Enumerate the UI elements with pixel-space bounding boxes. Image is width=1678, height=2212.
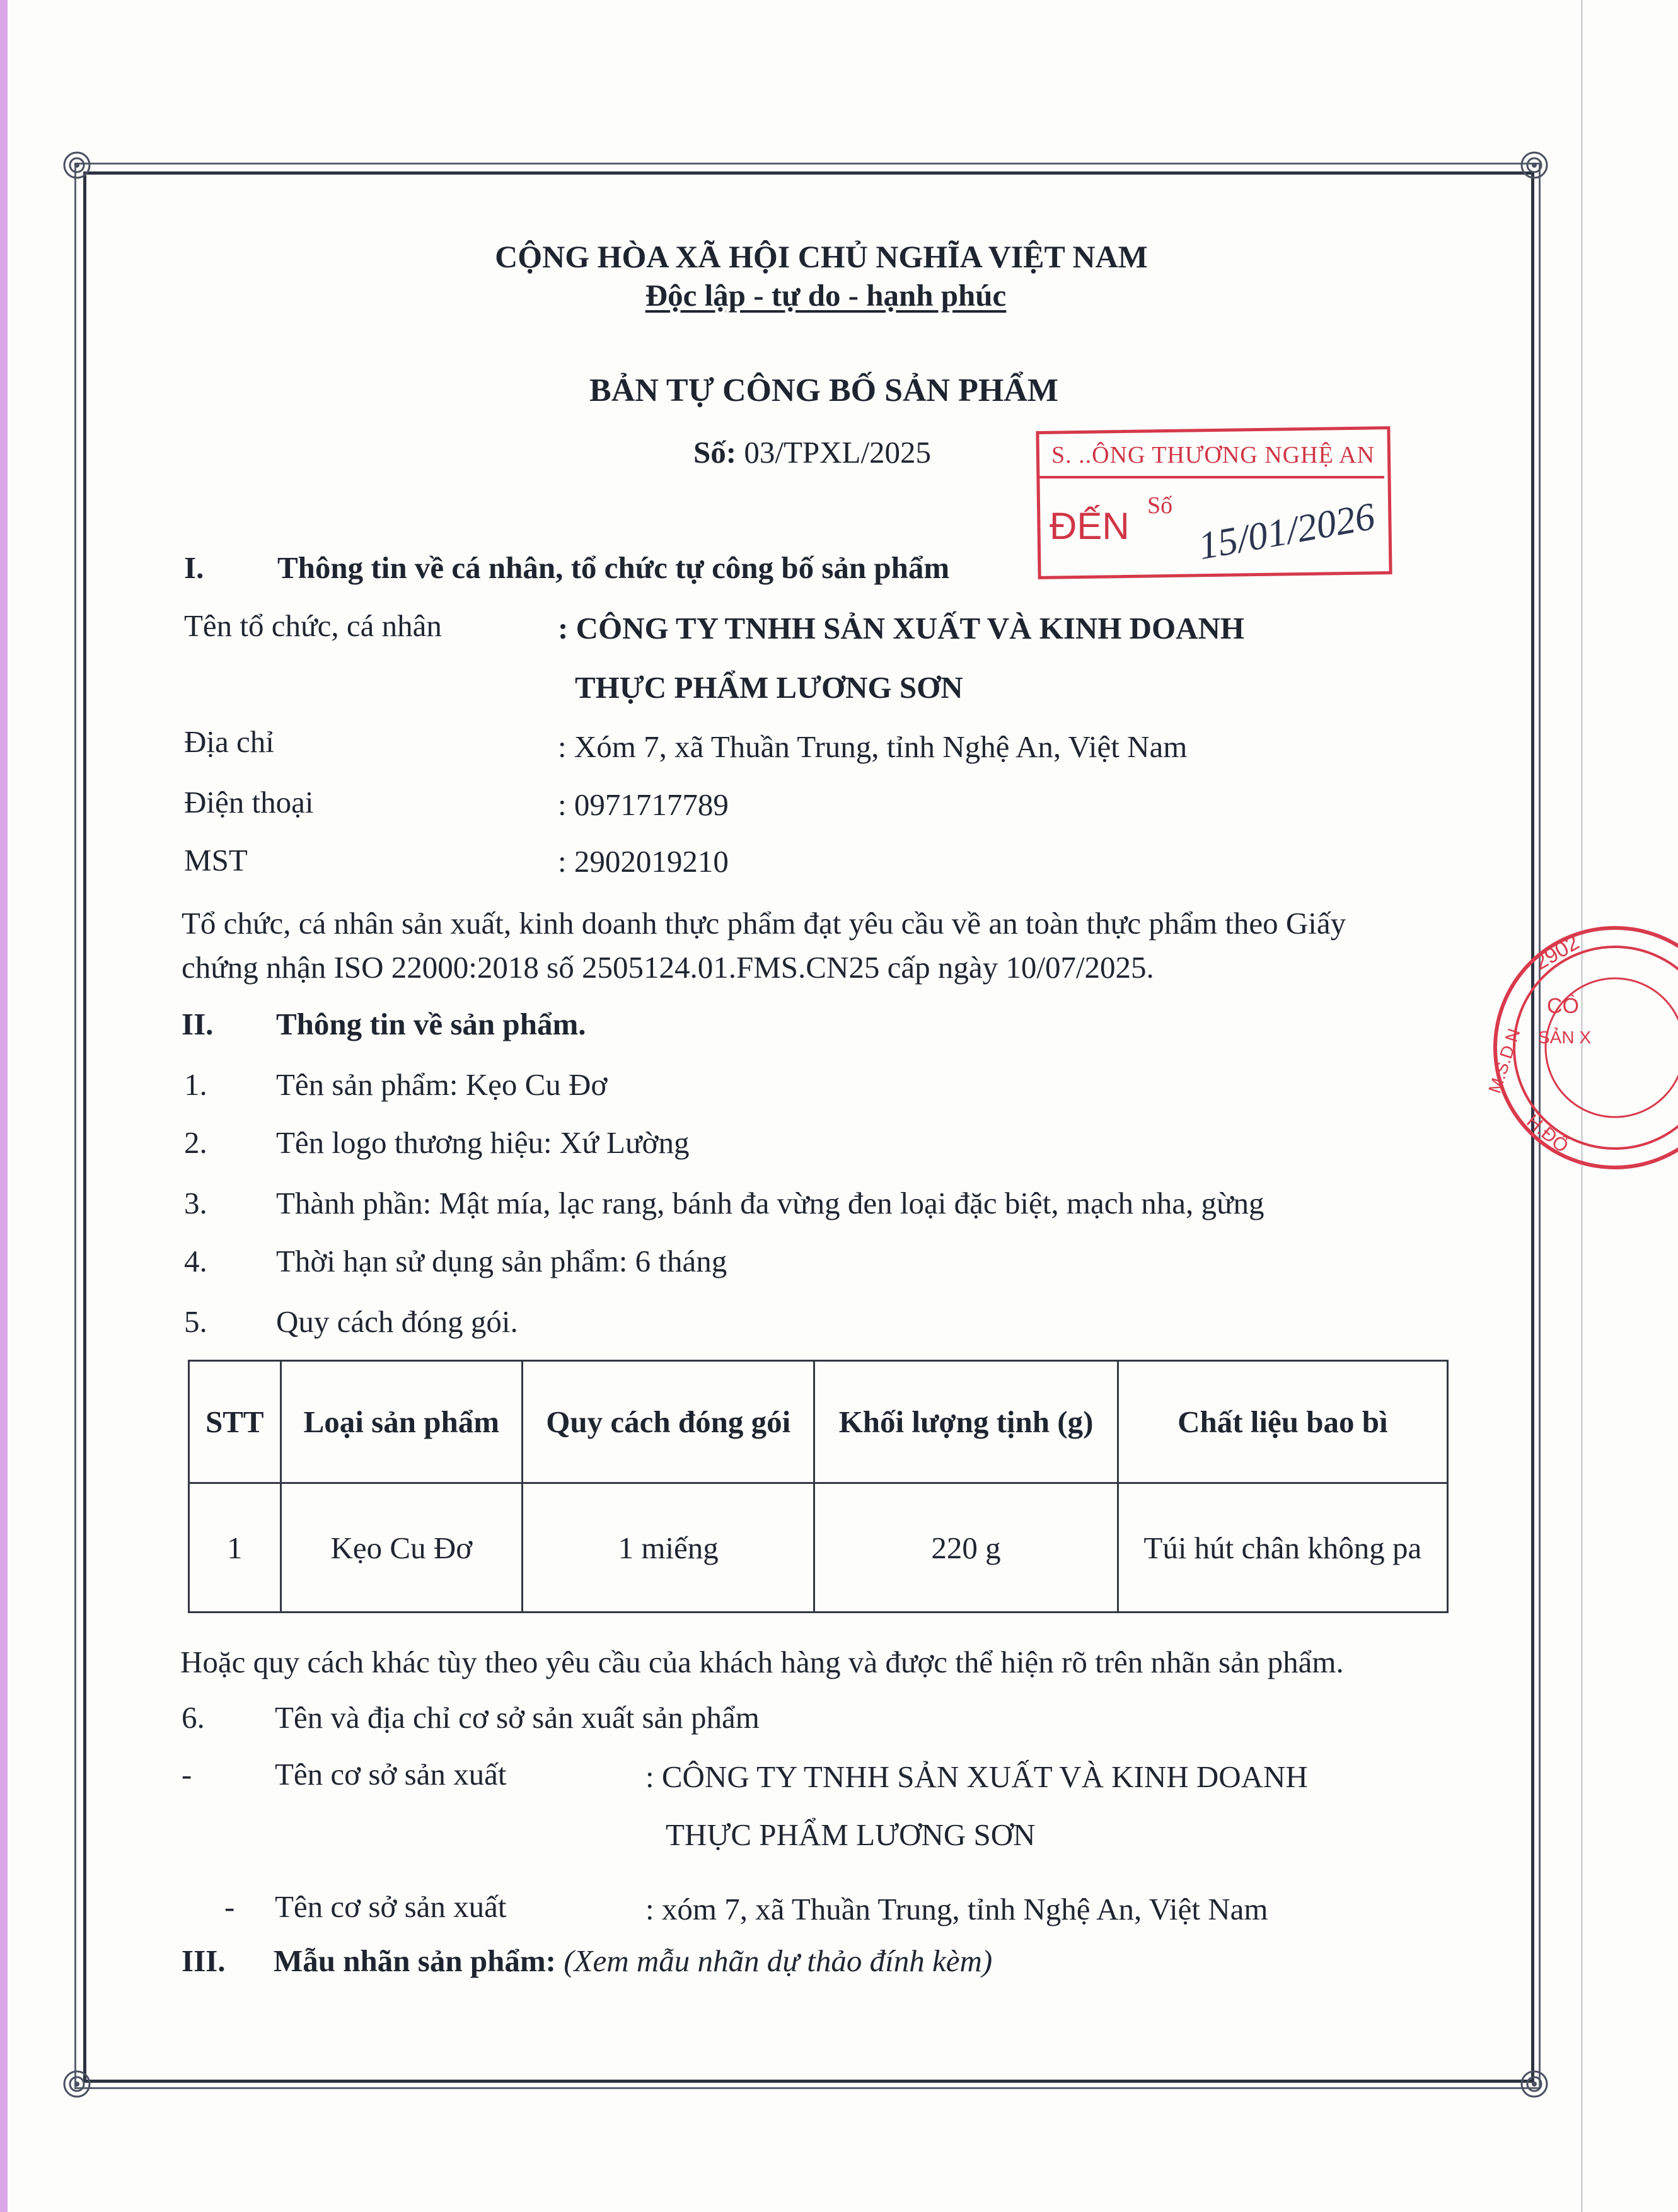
facility-address-label: Tên cơ sở sản xuất [275,1889,507,1924]
table-cell: 220 g [814,1483,1118,1613]
facility-item-text: Tên và địa chỉ cơ sở sản xuất sản phẩm [275,1700,760,1735]
table-header-cell: Loại sản phẩm [281,1361,522,1483]
product-item-text: Tên sản phẩm: Kẹo Cu Đơ [276,1067,608,1102]
packaging-table [188,1360,1449,1613]
section3-note: (Xem mẫu nhãn dự thảo đính kèm) [564,1943,993,1978]
received-stamp-title: S. ..ÔNG THƯƠNG NGHỆ AN [1051,442,1375,468]
org-name-value-line2: THỰC PHẨM LƯƠNG SƠN [575,670,963,705]
table-row [189,1483,1448,1613]
section3-numeral: III. [182,1943,226,1978]
received-stamp-so: Số [1147,492,1173,519]
table-cell: Túi hút chân không pa [1118,1483,1447,1613]
facility-item-number: 6. [182,1700,205,1735]
seal-text: M.S.D.N [1484,1026,1524,1096]
section2-heading: Thông tin về sản phẩm. [276,1007,586,1041]
section1-heading: Thông tin về cá nhân, tổ chức tự công bố sản phẩm [277,550,950,585]
phone-label: Điện thoại [184,785,314,819]
table-cell: 1 [189,1483,281,1613]
section1-numeral: I. [184,550,204,585]
address-value: : Xóm 7, xã Thuần Trung, tỉnh Nghệ An, Việt Nam [558,729,1188,764]
certification-note-line1: Tổ chức, cá nhân sản xuất, kinh doanh thực phẩm đạt yêu cầu về an toàn thực phẩm theo Giấy [182,906,1346,941]
section3-line [274,1945,992,1976]
table-header-cell: Quy cách đóng gói [523,1361,814,1483]
section3-heading: Mẫu nhãn sản phẩm: [274,1943,556,1978]
country-heading: CỘNG HÒA XÃ HỘI CHỦ NGHĨA VIỆT NAM [495,239,1148,274]
number-value: 03/TPXL/2025 [744,435,932,470]
product-item-number: 4. [184,1244,207,1278]
address-label: Địa chỉ [184,724,274,759]
table-header-row [189,1361,1448,1483]
seal-text: SẢN X [1538,1028,1592,1047]
product-item-number: 5. [184,1304,207,1339]
seal-text: H.ĐỐ [1522,1110,1573,1157]
facility-name-value: : CÔNG TY TNHH SẢN XUẤT VÀ KINH DOANH [645,1759,1308,1794]
org-name-value: : CÔNG TY TNHH SẢN XUẤT VÀ KINH DOANH [558,611,1245,646]
facility-address-value: : xóm 7, xã Thuần Trung, tỉnh Nghệ An, Việt Nam [645,1892,1268,1926]
packaging-note: Hoặc quy cách khác tùy theo yêu cầu của khách hàng và được thể hiện rõ trên nhãn sản phẩm. [180,1645,1344,1679]
product-item-text: Thời hạn sử dụng sản phẩm: 6 tháng [276,1244,727,1278]
company-seal [1484,922,1678,1174]
facility-name-value-line2: THỰC PHẨM LƯƠNG SƠN [666,1817,1036,1852]
table-header-cell: Chất liệu bao bì [1118,1361,1447,1483]
product-item-number: 3. [184,1186,207,1220]
number-label: Số: [693,435,737,470]
document-number [693,437,931,468]
product-item-text: Tên logo thương hiệu: Xứ Lường [276,1125,690,1160]
facility-name-label: Tên cơ sở sản xuất [275,1757,507,1792]
received-stamp-den: ĐẾN [1050,505,1130,547]
table-cell: Kẹo Cu Đơ [281,1483,522,1613]
product-item-text: Thành phần: Mật mía, lạc rang, bánh đa vừng đen loại đặc biệt, mạch nha, gừng [276,1186,1264,1220]
table-header-cell: Khối lượng tịnh (g) [814,1361,1118,1483]
seal-text: CÔ [1547,994,1579,1018]
table-header-cell: STT [189,1361,281,1483]
table-cell: 1 miếng [523,1483,814,1613]
section2-numeral: II. [182,1007,214,1041]
product-item-number: 1. [184,1067,207,1102]
product-item-text: Quy cách đóng gói. [276,1304,518,1339]
facility-dash: - [224,1889,235,1924]
motto-heading: Độc lập - tự do - hạnh phúc [645,278,1007,313]
received-stamp-date: 15/01/2026 [1195,495,1379,569]
org-name-label: Tên tổ chức, cá nhân [184,608,442,643]
received-stamp-divider [1039,476,1384,478]
product-item-number: 2. [184,1125,207,1160]
tax-id-value: : 2902019210 [558,844,729,879]
seal-text: 2902 [1530,930,1583,975]
document-title: BẢN TỰ CÔNG BỐ SẢN PHẨM [589,373,1058,408]
phone-value: : 0971717789 [558,787,729,822]
certification-note-line2: chứng nhận ISO 22000:2018 số 2505124.01.FMS.CN25 cấp ngày 10/07/2025. [182,950,1154,985]
tax-id-label: MST [184,843,248,877]
facility-dash: - [182,1757,192,1792]
